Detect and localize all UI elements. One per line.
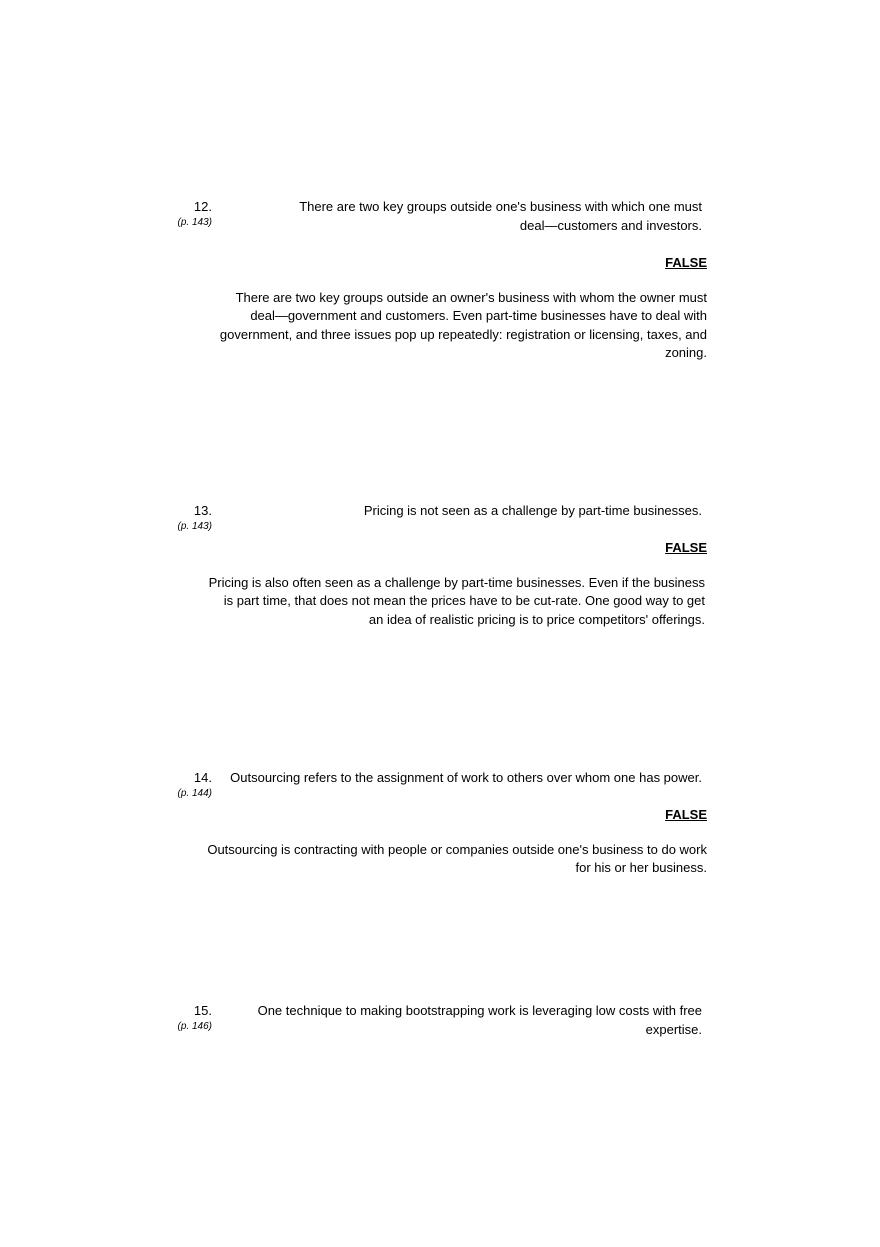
page-reference: (p. 146) [177, 1021, 212, 1032]
question-number: 13. [193, 503, 212, 518]
question-number: 14. [193, 770, 212, 785]
page-reference: (p. 143) [177, 217, 212, 228]
answer-explanation: There are two key groups outside an owner's business with whom the owner must deal—government and customers. Even part-time businesses have to deal with government, and three issues pop up repeatedly: registration or licensing, taxes, and zoning. [219, 290, 707, 360]
question-statement: Outsourcing refers to the assignment of work to others over whom one has power. [230, 770, 702, 785]
answer-label: FALSE [665, 540, 707, 555]
answer-label: FALSE [665, 807, 707, 822]
question-statement: One technique to making bootstrapping work is leveraging low costs with free expertise. [257, 1003, 702, 1037]
question-statement: Pricing is not seen as a challenge by part-time businesses. [363, 503, 702, 518]
question-number: 15. [193, 1003, 212, 1018]
answer-explanation: Outsourcing is contracting with people or companies outside one's business to do work for his or her business. [207, 842, 707, 876]
question-statement: There are two key groups outside one's business with which one must deal—customers and investors. [299, 199, 702, 233]
answer-explanation: Pricing is also often seen as a challenge by part-time businesses. Even if the business is part time, that does not mean the prices have to be cut-rate. One good way to get an idea of realistic pricing is to price competitors' offerings. [208, 575, 705, 627]
question-number: 12. [193, 199, 212, 214]
page-reference: (p. 144) [177, 788, 212, 799]
answer-label: FALSE [665, 255, 707, 270]
page-reference: (p. 143) [177, 521, 212, 532]
